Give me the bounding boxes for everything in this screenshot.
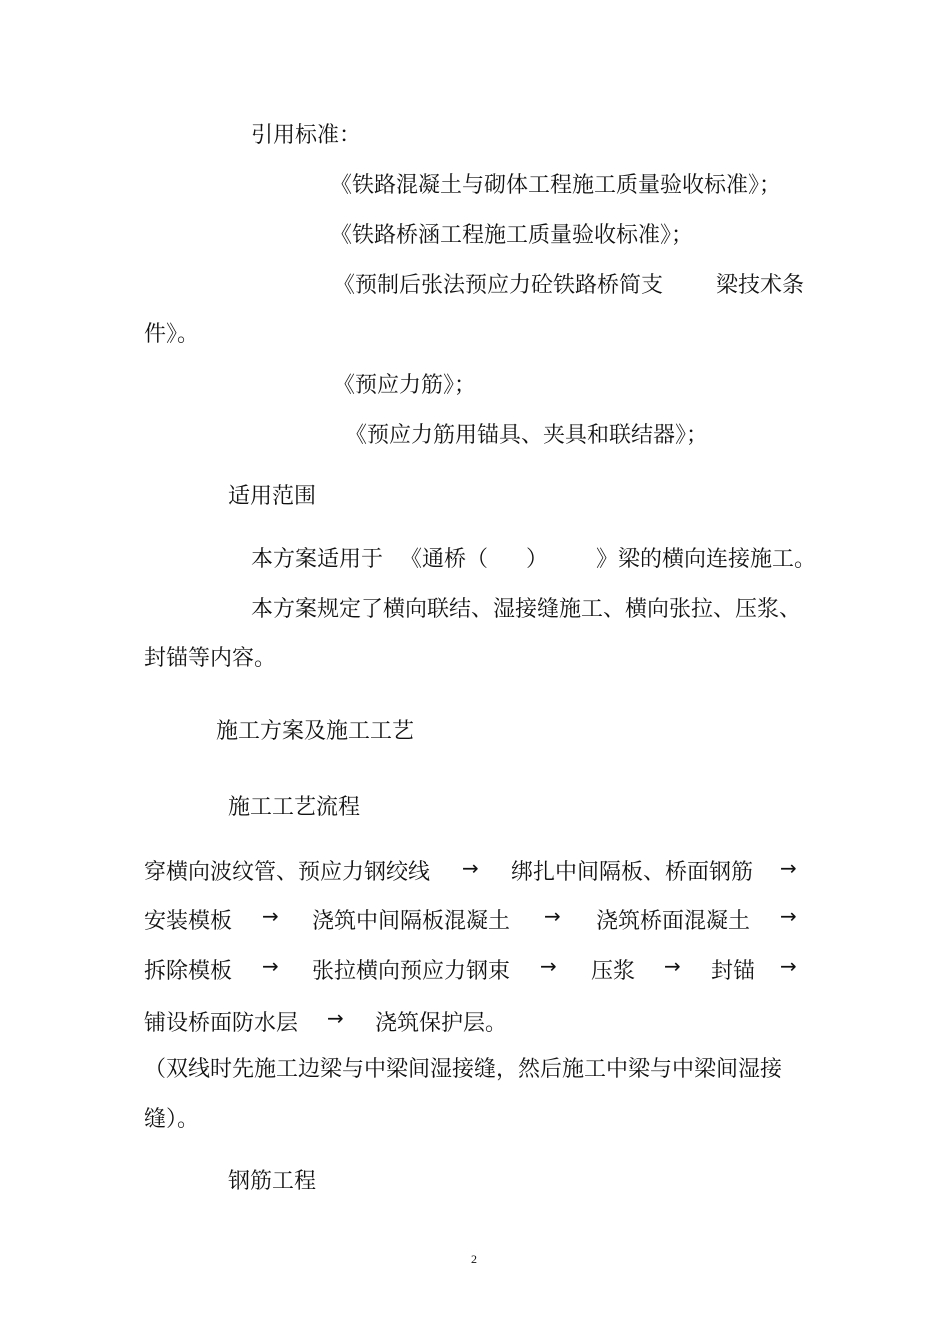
flow-step: 绑扎中间隔板、桥面钢筋 bbox=[511, 860, 754, 885]
flow-step: 铺设桥面防水层 bbox=[144, 1011, 299, 1036]
arrow-right-icon: → bbox=[462, 856, 479, 880]
scope-text: 封锚等内容。 bbox=[144, 646, 277, 671]
arrow-right-icon: → bbox=[780, 856, 797, 880]
flow-step: 浇筑中间隔板混凝土 bbox=[312, 909, 511, 934]
scope-text-c: ） bbox=[526, 547, 549, 572]
scope-heading: 适用范围 bbox=[228, 484, 317, 509]
flow-step: 穿横向波纹管、预应力钢绞线 bbox=[144, 860, 431, 885]
flow-step: 封锚 bbox=[711, 959, 756, 984]
arrow-right-icon: → bbox=[262, 904, 279, 928]
arrow-right-icon: → bbox=[540, 954, 557, 978]
scope-text-d: 》梁的横向连接施工。 bbox=[596, 547, 817, 572]
page-number: 2 bbox=[471, 1252, 477, 1266]
reference-item-wrap: 件》。 bbox=[144, 322, 200, 347]
flow-step: 安装模板 bbox=[144, 909, 233, 934]
scope-text-a: 本方案适用于 bbox=[251, 547, 384, 572]
scope-text-b: 《通桥（ bbox=[400, 547, 489, 572]
scope-text: 本方案规定了横向联结、湿接缝施工、横向张拉、压浆、 bbox=[251, 597, 802, 622]
arrow-right-icon: → bbox=[780, 954, 797, 978]
plan-heading: 施工方案及施工工艺 bbox=[216, 719, 415, 744]
reference-item: 《预制后张法预应力砼铁路桥简支 bbox=[333, 273, 664, 298]
reference-item: 《铁路桥涵工程施工质量验收标准》； bbox=[330, 223, 694, 248]
note-text: （双线时先施工边梁与中梁间湿接缝，然后施工中梁与中梁间湿接 bbox=[144, 1057, 783, 1082]
flow-step: 张拉横向预应力钢束 bbox=[312, 959, 511, 984]
flow-step: 浇筑桥面混凝土 bbox=[596, 909, 751, 934]
references-heading: 引用标准： bbox=[251, 123, 362, 148]
rebar-heading: 钢筋工程 bbox=[228, 1169, 317, 1194]
flow-step: 拆除模板 bbox=[144, 959, 233, 984]
flow-step: 浇筑保护层。 bbox=[375, 1011, 508, 1036]
reference-item-continued: 梁技术条 bbox=[716, 273, 805, 298]
flow-heading: 施工工艺流程 bbox=[228, 795, 361, 820]
flow-step: 压浆 bbox=[591, 959, 636, 984]
reference-item: 《预应力筋用锚具、夹具和联结器》； bbox=[345, 423, 709, 448]
reference-item: 《预应力筋》； bbox=[333, 373, 477, 398]
arrow-right-icon: → bbox=[327, 1006, 344, 1030]
note-text: 缝）。 bbox=[144, 1107, 200, 1132]
reference-item: 《铁路混凝土与砌体工程施工质量验收标准》； bbox=[330, 173, 782, 198]
arrow-right-icon: → bbox=[664, 954, 681, 978]
arrow-right-icon: → bbox=[780, 904, 797, 928]
arrow-right-icon: → bbox=[262, 954, 279, 978]
arrow-right-icon: → bbox=[544, 904, 561, 928]
